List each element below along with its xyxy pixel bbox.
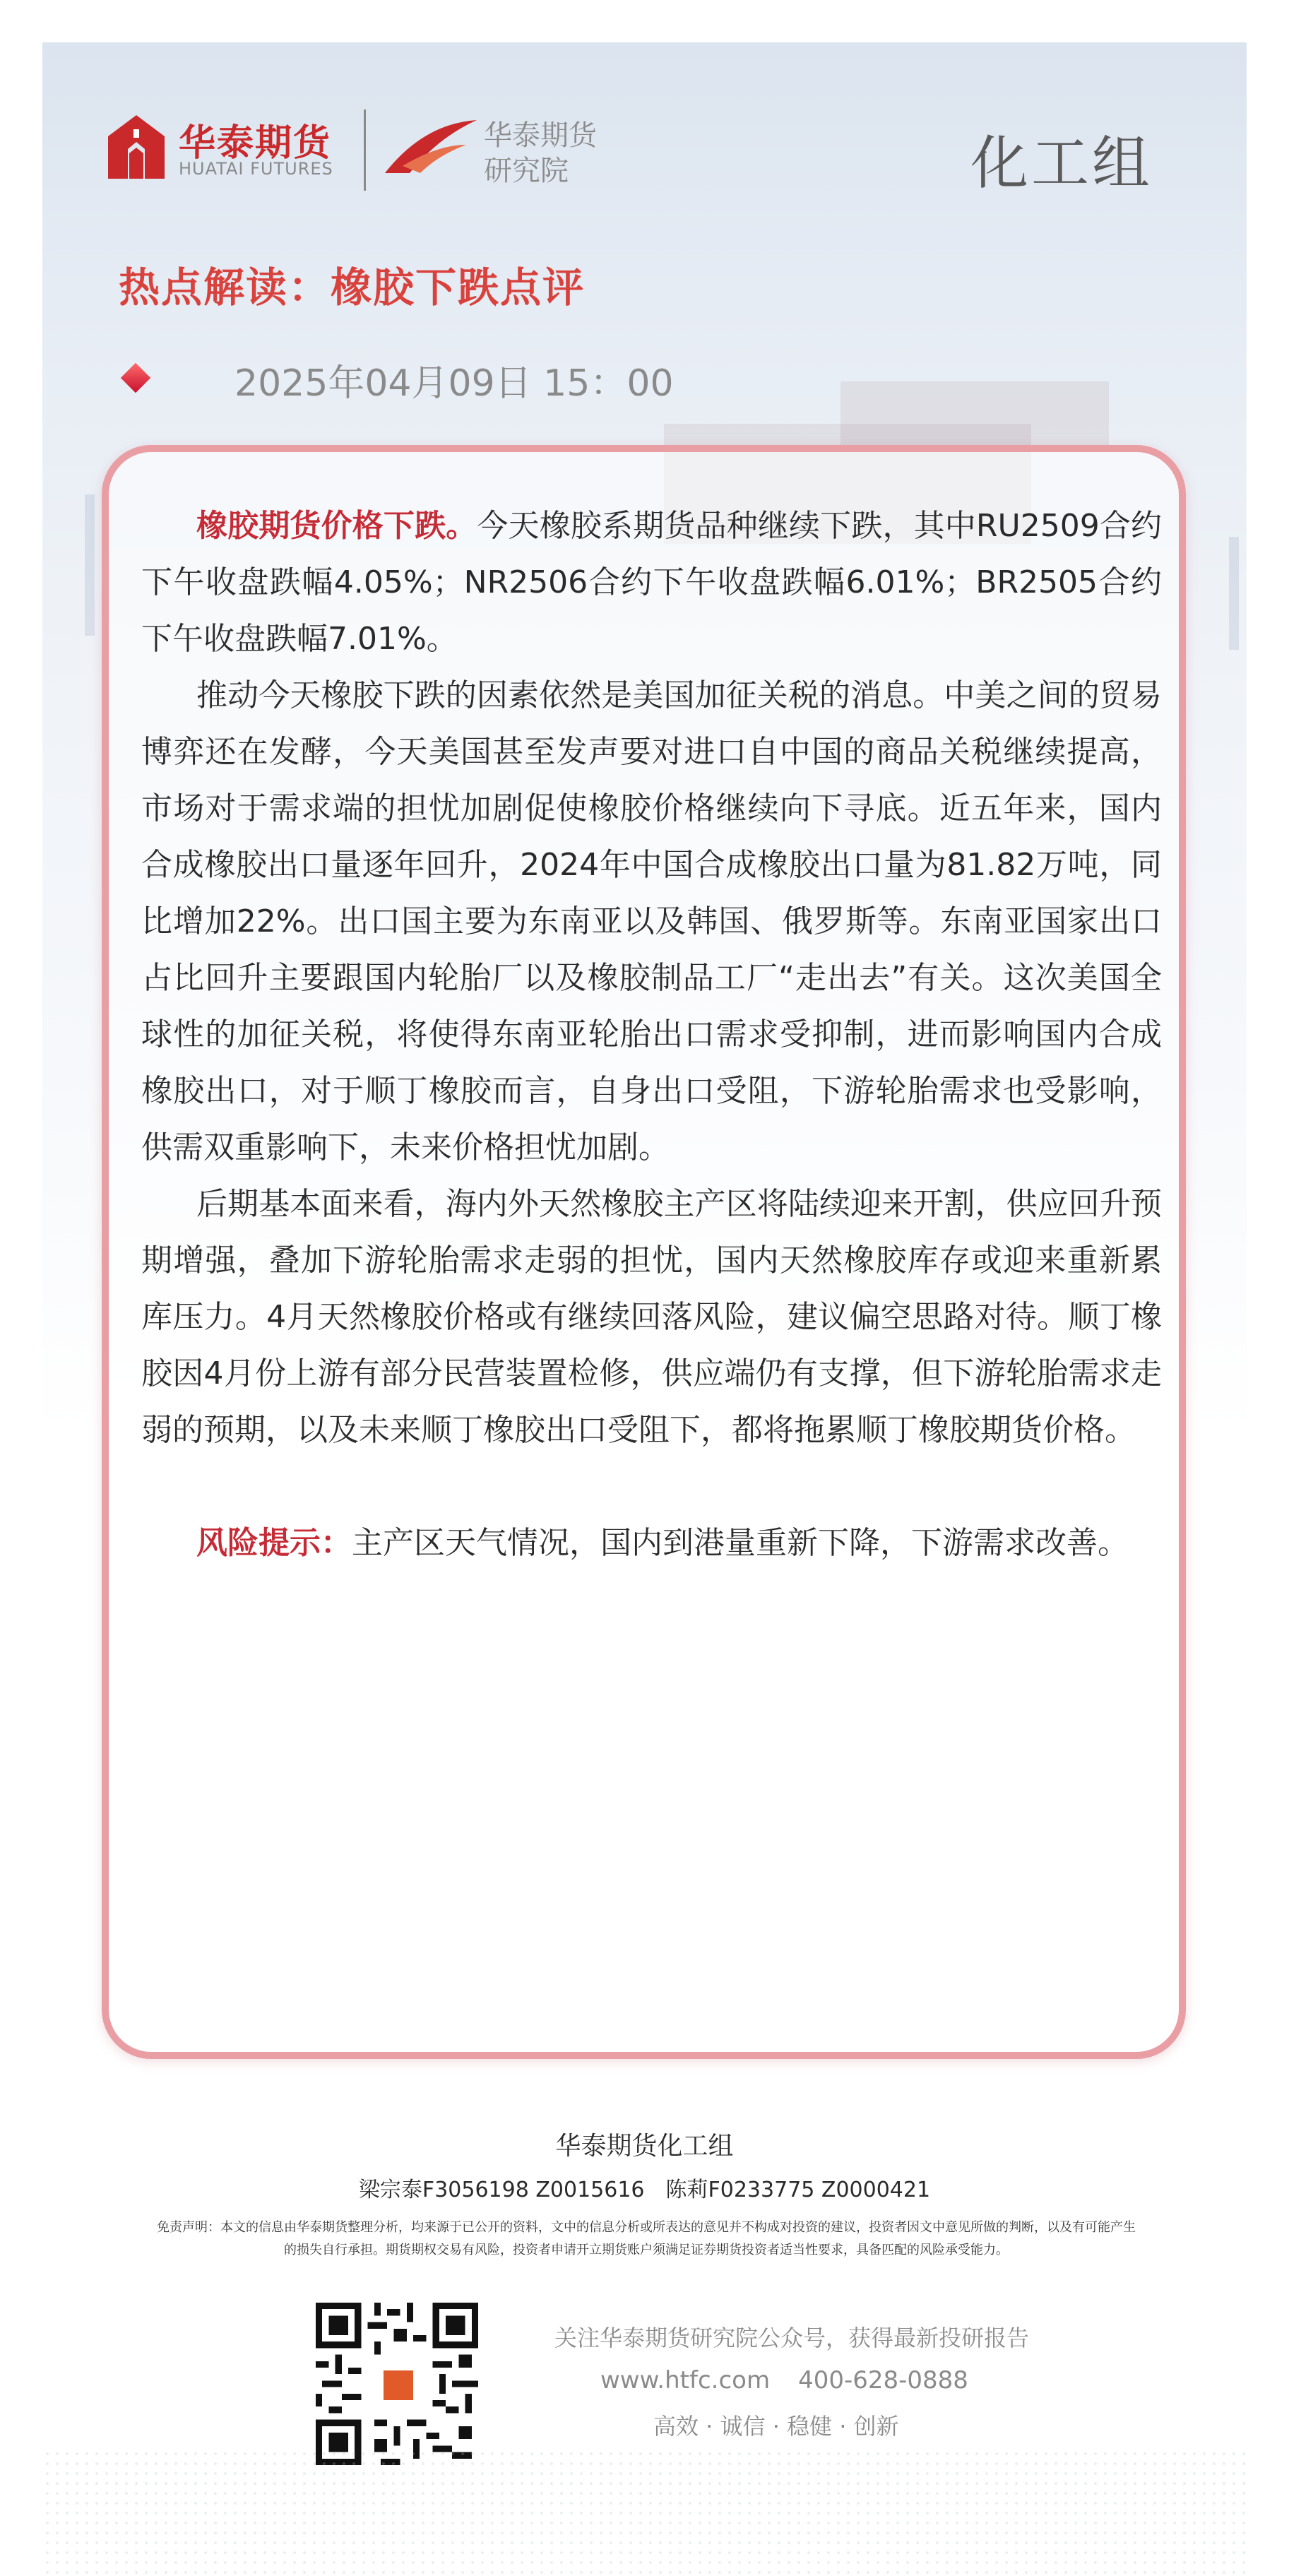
- decorative-dot-pattern: [42, 2449, 1247, 2576]
- paragraph-1-lead: 橡胶期货价格下跌。: [196, 508, 477, 544]
- phone-number: 400-628-0888: [798, 2366, 968, 2394]
- publish-datetime: 2025年04月09日 15：00: [234, 362, 674, 405]
- paragraph-3: 后期基本面来看，海内外天然橡胶主产区将陆续迎来开割，供应回升预期增强，叠加下游轮胎需求走弱的担忧，国内天然橡胶库存或迎来重新累库压力。4月天然橡胶价格或有继续回落风险，建议偏空思路对待。顺丁橡胶因4月份上游有部分民营装置检修，供应端仍有支撑，但下游轮胎需求走弱的预期，以及未来顺丁橡胶出口受阻下，都将拖累顺丁橡胶期货价格。: [141, 1186, 1162, 1448]
- article-body: [141, 498, 1162, 1572]
- paragraph-1: [141, 498, 1162, 667]
- risk-warning: [141, 1515, 1162, 1572]
- institute-name-line1: 华泰期货: [484, 119, 597, 152]
- risk-label: 风险提示：: [196, 1525, 352, 1561]
- slogan: 高效 · 诚信 · 稳健 · 创新: [653, 2413, 899, 2440]
- header: [42, 42, 1247, 212]
- qr-logo-icon: [379, 2366, 417, 2404]
- logo-divider: [364, 109, 366, 191]
- poster: [42, 42, 1247, 2576]
- paragraph-1-body: 今天橡胶系期货品种继续下跌，其中RU2509合约下午收盘跌幅4.05%；NR2506合约下午收盘跌幅6.01%；BR2505合约下午收盘跌幅7.01%。: [141, 508, 1162, 657]
- institute-name-line2: 研究院: [484, 155, 569, 187]
- huatai-logo-icon: [108, 115, 165, 179]
- diamond-bullet-icon: [121, 363, 150, 393]
- risk-body: 主产区天气情况，国内到港量重新下降，下游需求改善。: [352, 1525, 1129, 1561]
- follow-prompt: 关注华泰期货研究院公众号，获得最新投研报告: [554, 2325, 1030, 2351]
- contact-row: [600, 2366, 997, 2394]
- disclaimer: 免责声明：本文的信息由华泰期货整理分析，均来源于已公开的资料，文中的信息分析或所表达的意见并不构成对投资的建议，投资者因文中意见所做的判断，以及有可能产生的损失自行承担。期货期权交易有风险，投资者申请开立期货账户须满足证券期货投资者适当性要求，具备匹配的风险承受能力。: [157, 2220, 1136, 2257]
- team-name: 华泰期货化工组: [555, 2132, 734, 2161]
- paragraph-2: 推动今天橡胶下跌的因素依然是美国加征关税的消息。中美之间的贸易博弈还在发酵，今天美国甚至发声要对进口自中国的商品关税继续提高，市场对于需求端的担忧加剧促使橡胶价格继续向下寻底。近五年来，国内合成橡胶出口量逐年回升，2024年中国合成橡胶出口量为81.82万吨，同比增加22%。出口国主要为东南亚以及韩国、俄罗斯等。东南亚国家出口占比回升主要跟国内轮胎厂以及橡胶制品工厂“走出去”有关。这次美国全球性的加征关税，将使得东南亚轮胎出口需求受抑制，进而影响国内合成橡胶出口，对于顺丁橡胶而言，自身出口受阻，下游轮胎需求也受影响，供需双重影响下，未来价格担忧加剧。: [141, 677, 1162, 1165]
- background-ship: [840, 381, 1109, 445]
- background-crane-icon: [85, 494, 95, 636]
- institute-logo-icon: [381, 117, 480, 180]
- group-label: 化工组: [970, 130, 1153, 197]
- background-crane-icon: [1229, 537, 1239, 650]
- hot-topic-title: 热点解读：橡胶下跌点评: [119, 263, 586, 311]
- logo-text-cn: 华泰期货: [179, 122, 332, 165]
- website-link[interactable]: www.htfc.com: [600, 2366, 771, 2394]
- analyst-credentials: 梁宗泰F3056198 Z0015616 陈莉F0233775 Z0000421: [358, 2178, 931, 2202]
- logo-text-en: HUATAI FUTURES: [179, 159, 333, 179]
